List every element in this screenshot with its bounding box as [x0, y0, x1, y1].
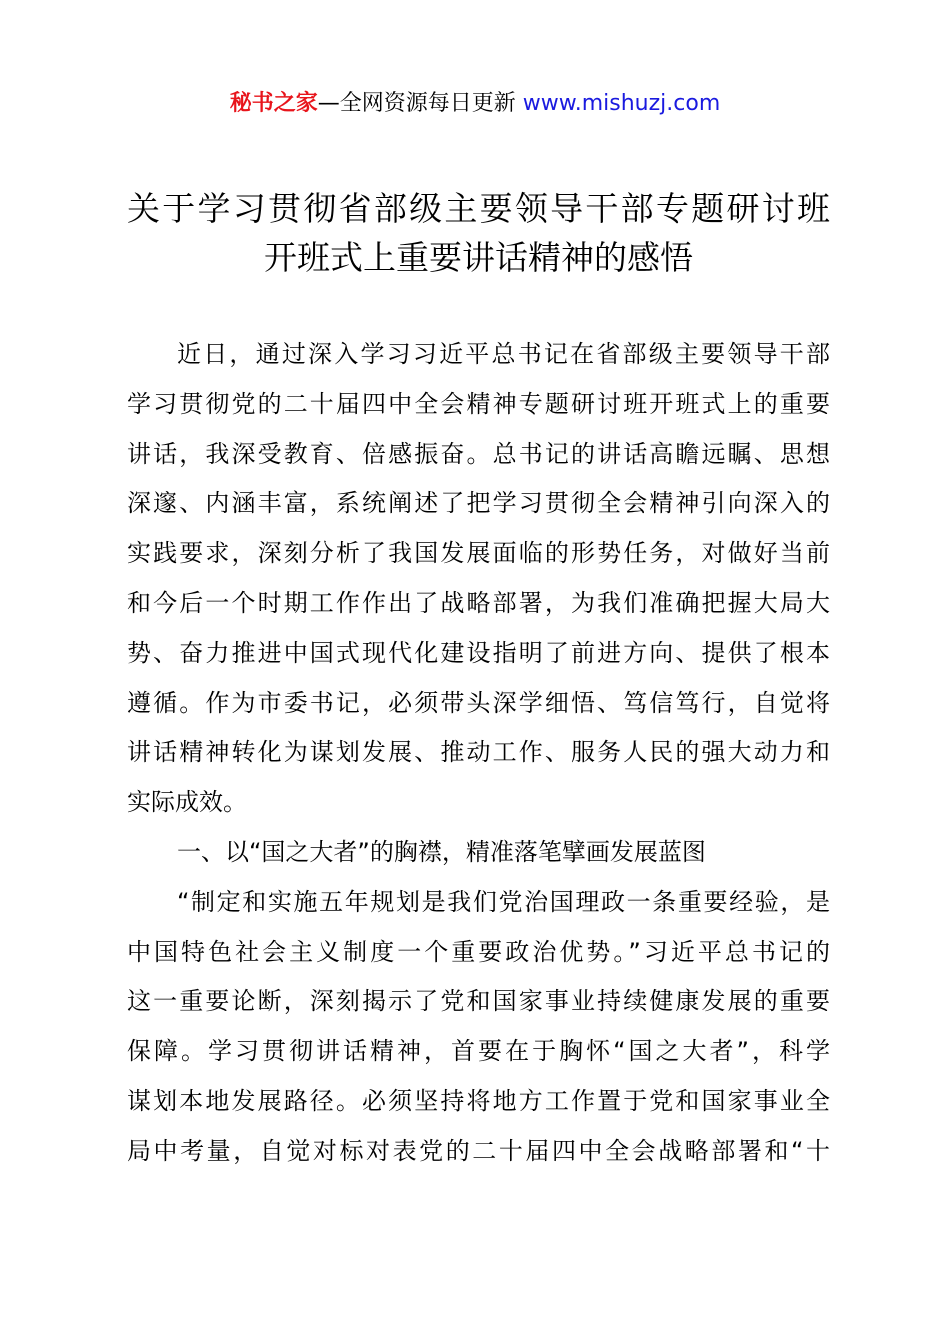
paragraph-line: 讲话精神转化为谋划发展、推动工作、服务人民的强大动力和 [127, 738, 830, 767]
header-tagline: —全网资源每日更新 [317, 91, 523, 116]
title-line: 开班式上重要讲话精神的感悟 [264, 238, 693, 277]
document-title [127, 184, 830, 282]
paragraph-line: 中国特色社会主义制度一个重要政治优势。”习近平总书记的 [127, 937, 830, 966]
site-header [0, 88, 950, 120]
brand-name: 秘书之家 [229, 91, 318, 116]
paragraph-line: 谋划本地发展路径。必须坚持将地方工作置于党和国家事业全 [127, 1086, 830, 1115]
paragraph-line: 实践要求，深刻分析了我国发展面临的形势任务，对做好当前 [127, 539, 830, 568]
paragraph-line: 这一重要论断，深刻揭示了党和国家事业持续健康发展的重要 [127, 987, 830, 1016]
paragraph-line: 实际成效。 [127, 788, 247, 817]
paragraph-line: 深邃、内涵丰富，系统阐述了把学习贯彻全会精神引向深入的 [127, 489, 830, 518]
paragraph-line: 保障。学习贯彻讲话精神，首要在于胸怀“国之大者”，科学 [127, 1037, 830, 1066]
section-heading: 一、以“国之大者”的胸襟，精准落笔擘画发展蓝图 [177, 837, 706, 866]
paragraph-line: 学习贯彻党的二十届四中全会精神专题研讨班开班式上的重要 [127, 389, 830, 418]
paragraph-line: 近日，通过深入学习习近平总书记在省部级主要领导干部 [177, 340, 830, 368]
paragraph-line: 势、奋力推进中国式现代化建设指明了前进方向、提供了根本 [127, 638, 830, 667]
paragraph-line: 和今后一个时期工作作出了战略部署，为我们准确把握大局大 [127, 588, 830, 617]
paragraph-line: 遵循。作为市委书记，必须带头深学细悟、笃信笃行，自觉将 [127, 688, 830, 717]
paragraph-line: 局中考量，自觉对标对表党的二十届四中全会战略部署和“十 [127, 1136, 830, 1165]
title-line: 关于学习贯彻省部级主要领导干部专题研讨班 [127, 189, 830, 228]
paragraph-line: 讲话，我深受教育、倍感振奋。总书记的讲话高瞻远瞩、思想 [127, 439, 830, 468]
document-body [127, 330, 830, 1177]
paragraph-line: “制定和实施五年规划是我们党治国理政一条重要经验，是 [177, 887, 830, 916]
site-url-link[interactable]: www.mishuzj.com [522, 91, 721, 116]
